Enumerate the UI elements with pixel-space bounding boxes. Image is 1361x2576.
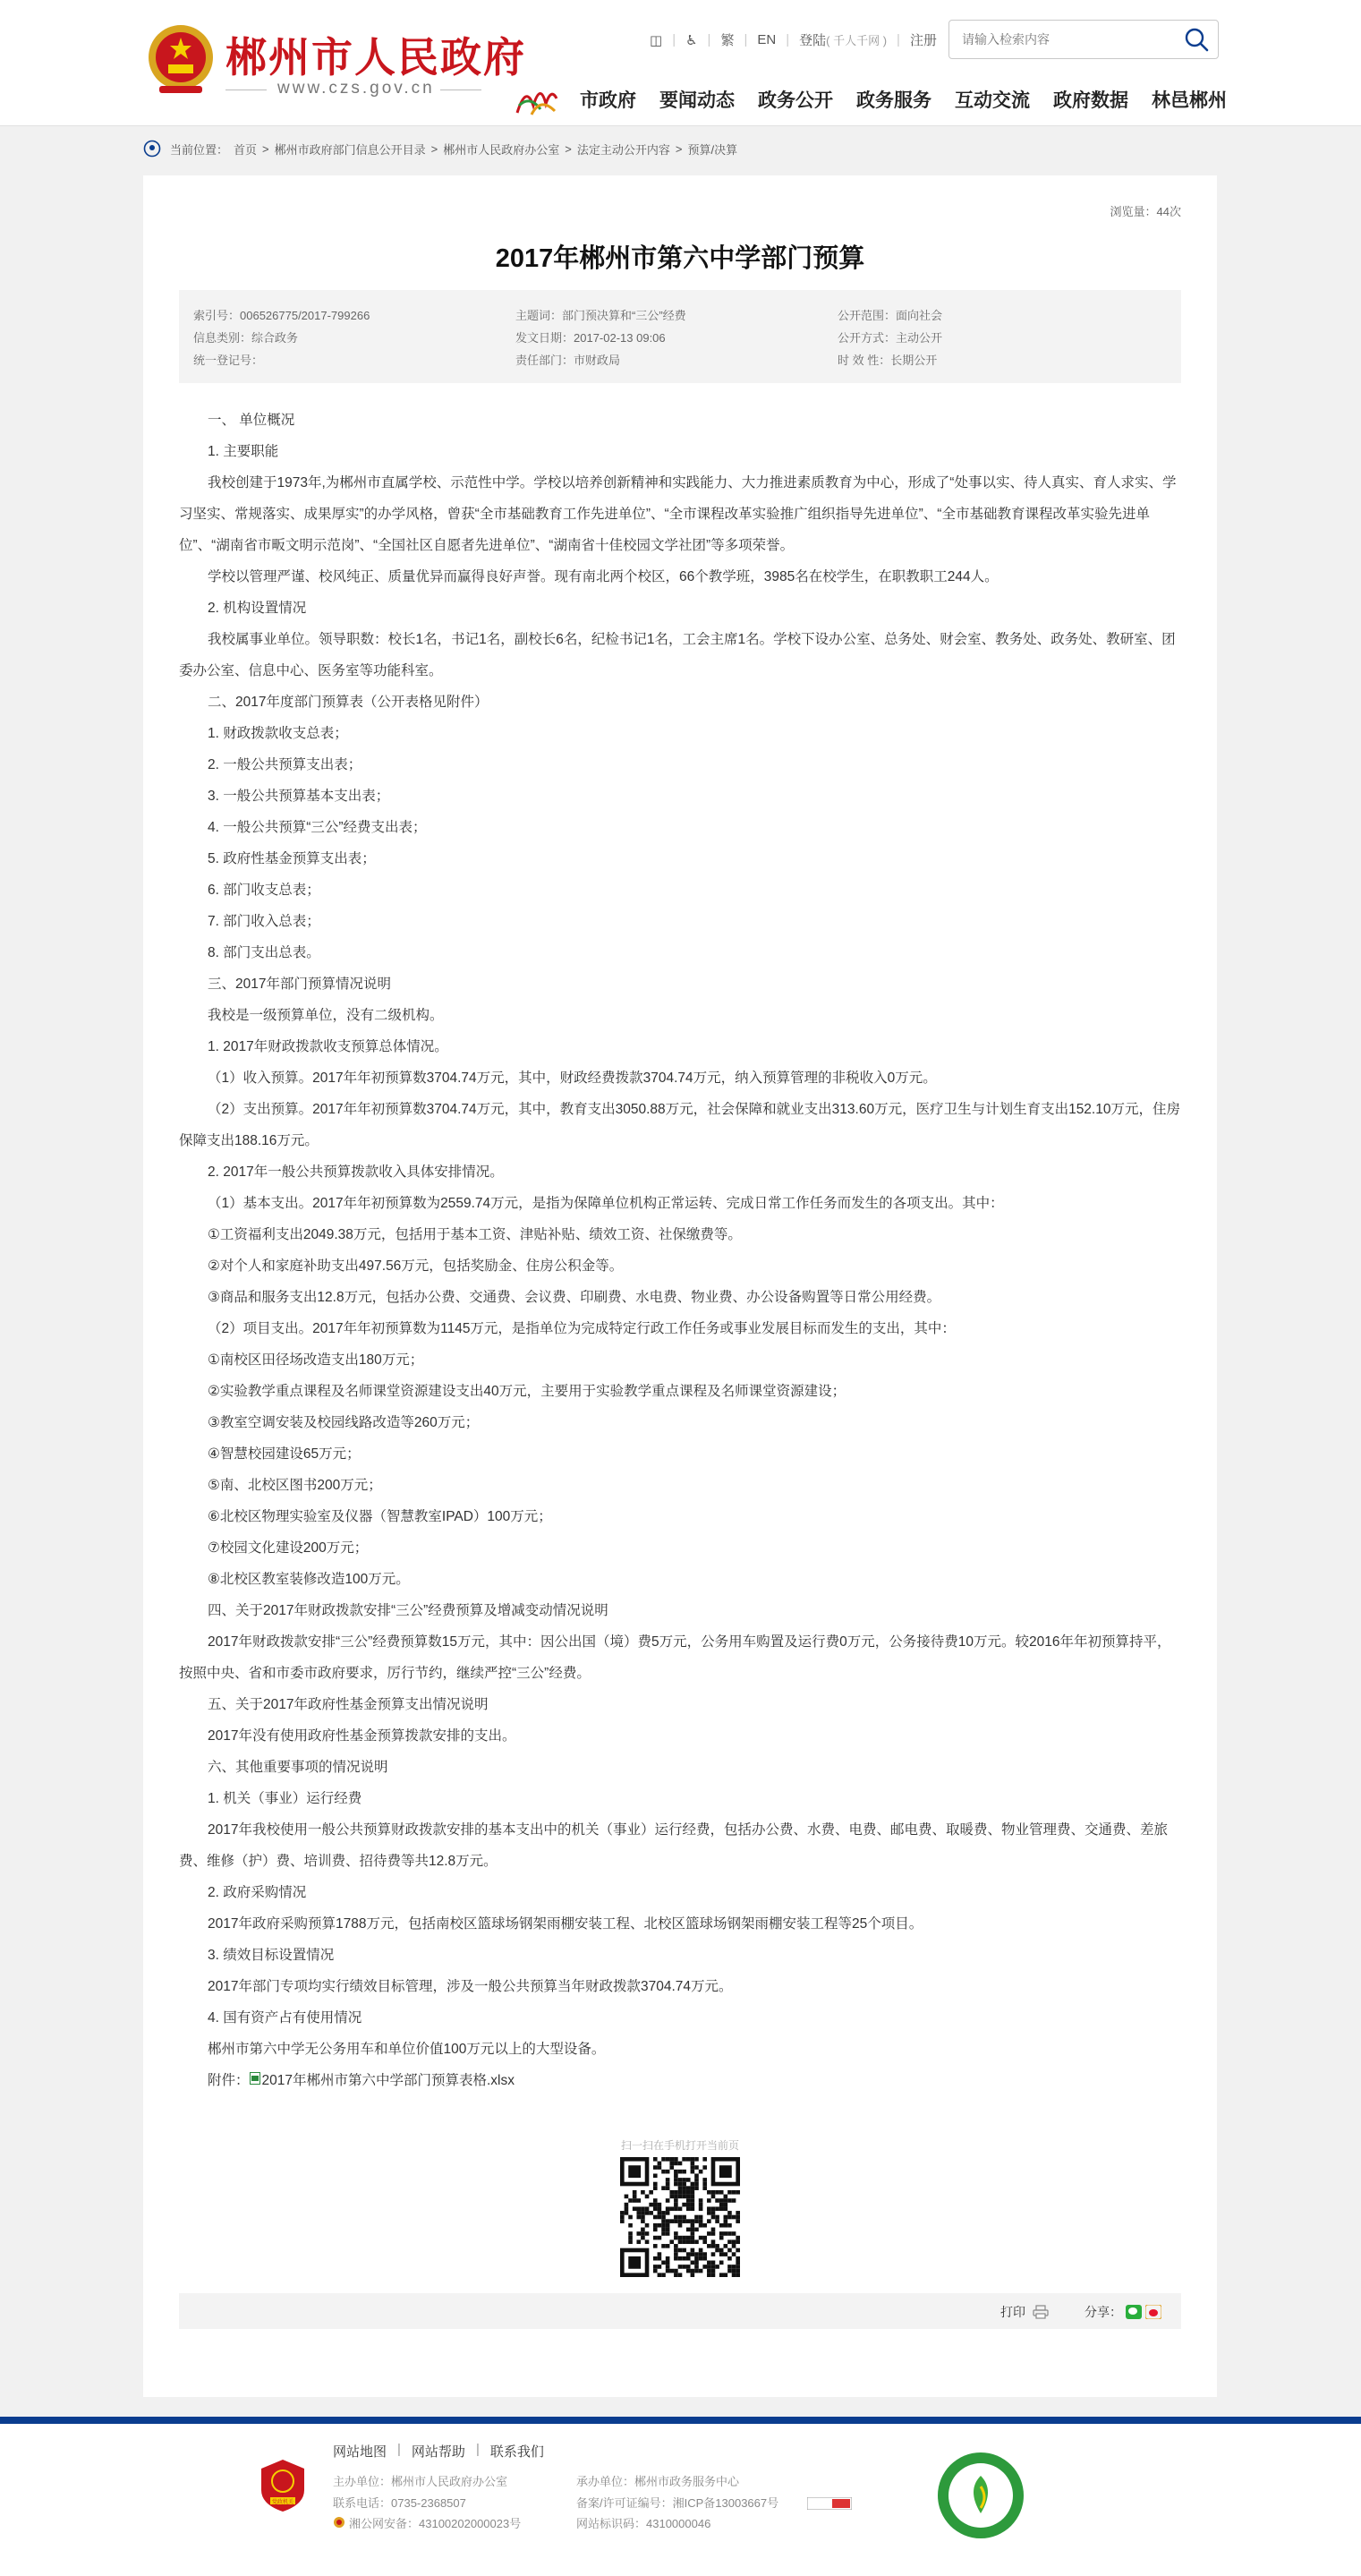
location-pin-icon <box>143 140 161 158</box>
footer-divider <box>0 2417 1361 2424</box>
article-paragraph: ⑥北校区物理实验室及仪器（智慧教室IPAD）100万元； <box>208 1509 552 1524</box>
printer-icon <box>1033 2305 1049 2319</box>
nav-item-linyi-chenzhou[interactable]: 林邑郴州 <box>1152 90 1227 111</box>
meta-scope: 公开范围：面向社会 <box>838 309 943 322</box>
view-count: 浏览量：44次 <box>1110 205 1181 218</box>
civilized-city-badge-icon[interactable] <box>936 2451 1025 2540</box>
meta-validity: 时 效 性：长期公开 <box>838 354 938 367</box>
footer-host: 主办单位：郴州市人民政府办公室 <box>333 2475 508 2488</box>
article-body <box>179 405 1181 2096</box>
footer-links: 网站地图 | 网站帮助 | 联系我们 <box>333 2442 544 2460</box>
breadcrumb-statutory[interactable]: 法定主动公开内容 <box>576 142 670 157</box>
breadcrumb-label: 当前位置： <box>170 142 229 157</box>
article-paragraph: 4. 一般公共预算“三公”经费支出表； <box>208 820 427 835</box>
article-paragraph: 3. 绩效目标设置情况 <box>208 1948 335 1963</box>
meta-date: 发文日期：2017-02-13 09:06 <box>515 331 666 345</box>
site-title[interactable]: 郴州市人民政府 <box>225 33 526 81</box>
article-paragraph: ②对个人和家庭补助支出497.56万元，包括奖励金、住房公积金等。 <box>208 1258 624 1274</box>
article-paragraph: ①南校区田径场改造支出180万元； <box>208 1352 424 1368</box>
article-paragraph: ③教室空调安装及校园线路改造等260万元； <box>208 1415 480 1430</box>
qr-label: 扫一扫在手机打开当前页 <box>620 2139 739 2152</box>
register-link[interactable]: 注册 <box>909 33 937 48</box>
article-paragraph: 2017年财政拨款安排“三公”经费预算数15万元，其中：因公出国（境）费5万元，公务用车购置及运行费0万元，公务接待费10万元。较2016年年初预算持平，按照中央、省和市委市政府要求，厉行节约，继续严控“三公”经费。 <box>179 1634 1171 1681</box>
wechat-icon[interactable] <box>1126 2305 1142 2319</box>
article-actions <box>179 2293 1181 2329</box>
nav-item-interaction[interactable]: 互动交流 <box>955 90 1030 111</box>
footer-site-code: 网站标识码：4310000046 <box>576 2517 711 2530</box>
nav-item-city-gov[interactable]: 市政府 <box>580 90 636 111</box>
login-note: ( 千人千网 ) <box>826 34 888 47</box>
site-footer <box>0 2424 1361 2576</box>
breadcrumb-info-directory[interactable]: 郴州市政府部门信息公开目录 <box>274 142 426 157</box>
article-paragraph: 我校是一级预算单位，没有二级机构。 <box>208 1008 444 1023</box>
meta-category: 信息类别：综合政务 <box>193 331 299 345</box>
article-paragraph: 学校以管理严谨、校风纯正、质量优异而赢得良好声誉。现有南北两个校区，66个教学班，3985名在校学生，在职教职工244人。 <box>208 569 999 584</box>
english-link[interactable]: EN <box>757 32 777 47</box>
meta-index-no: 索引号：006526775/2017-799266 <box>193 309 370 322</box>
article-paragraph: 3. 一般公共预算基本支出表； <box>208 789 390 804</box>
search-icon[interactable] <box>1184 27 1209 52</box>
wheelchair-icon[interactable]: ♿ <box>685 32 698 48</box>
attachment-label: 附件： <box>208 2073 250 2088</box>
article-paragraph: ⑦校园文化建设200万元； <box>208 1540 369 1556</box>
article-paragraph: 2. 一般公共预算支出表； <box>208 757 362 772</box>
article-paragraph: ⑤南、北校区图书200万元； <box>208 1478 382 1493</box>
footer-undertake: 承办单位：郴州市政务服务中心 <box>576 2475 740 2488</box>
breadcrumb-gov-office[interactable]: 郴州市人民政府办公室 <box>443 142 560 157</box>
search-input[interactable] <box>960 28 1161 51</box>
article-paragraph: 2. 2017年一般公共预算拨款收入具体安排情况。 <box>208 1164 504 1180</box>
article-paragraph: 2017年政府采购预算1788万元，包括南校区篮球场钢架雨棚安装工程、北校区篮球场钢架雨棚安装工程等25个项目。 <box>208 1916 923 1932</box>
site-url: www.czs.gov.cn <box>277 79 435 98</box>
article-paragraph: （1）基本支出。2017年年初预算数为2559.74万元，是指为保障单位机构正常运转、完成日常工作任务而发生的各项支出。其中： <box>208 1196 1004 1211</box>
share-label: 分享： <box>1085 2305 1122 2319</box>
article-paragraph: ②实验教学重点课程及名师课堂资源建设支出40万元，主要用于实验教学重点课程及名师课堂资源建设； <box>208 1384 846 1399</box>
article-paragraph: 五、关于2017年政府性基金预算支出情况说明 <box>208 1697 489 1712</box>
article-paragraph: 1. 2017年财政拨款收支预算总体情况。 <box>208 1039 448 1054</box>
breadcrumb-home[interactable]: 首页 <box>234 142 258 157</box>
print-button[interactable] <box>1000 2303 1049 2321</box>
article-paragraph: 我校属事业单位。领导职数：校长1名，书记1名，副校长6名，纪检书记1名，工会主席1名。学校下设办公室、总务处、财会室、教务处、政务处、教研室、团委办公室、信息中心、医务室等功能科室。 <box>179 632 1176 678</box>
meta-method: 公开方式：主动公开 <box>838 331 943 345</box>
article-paragraph: 四、关于2017年财政拨款安排“三公”经费预算及增减变动情况说明 <box>208 1603 608 1618</box>
footer-link-contact[interactable]: 联系我们 <box>489 2444 544 2460</box>
article-paragraph: ⑧北校区教室装修改造100万元。 <box>208 1572 410 1587</box>
article <box>143 175 1217 2397</box>
article-paragraph: 郴州市第六中学无公务用车和单位价值100万元以上的大型设备。 <box>208 2042 606 2057</box>
article-paragraph: ③商品和服务支出12.8万元，包括办公费、交通费、会议费、印刷费、水电费、物业费、办公设备购置等日常公用经费。 <box>208 1290 941 1305</box>
attachment-link[interactable]: 2017年郴州市第六中学部门预算表格.xlsx <box>261 2073 515 2088</box>
attachment-line <box>179 2065 1181 2096</box>
footer-link-sitemap[interactable]: 网站地图 <box>333 2444 387 2460</box>
article-paragraph: ①工资福利支出2049.38万元，包括用于基本工资、津贴补贴、绩效工资、社保缴费等。 <box>208 1227 742 1242</box>
article-paragraph: 一、 单位概况 <box>208 413 295 428</box>
article-meta <box>179 290 1181 383</box>
article-paragraph: 5. 政府性基金预算支出表； <box>208 851 376 866</box>
meta-reg-no: 统一登记号： <box>193 354 264 367</box>
search-box <box>948 20 1219 59</box>
article-paragraph: 4. 国有资产占有使用情况 <box>208 2010 362 2026</box>
city-logo-icon <box>514 79 560 118</box>
national-emblem-icon <box>147 21 215 97</box>
site-header <box>0 0 1361 126</box>
nav-item-gov-data[interactable]: 政府数据 <box>1053 90 1128 111</box>
article-paragraph: 2017年我校使用一般公共预算财政拨款安排的基本支出中的机关（事业）运行经费，包括办公费、水费、电费、邮电费、取暖费、物业管理费、交通费、差旅费、维修（护）费、培训费、招待费等共12.8万元。 <box>179 1822 1168 1869</box>
breadcrumb-separator: > <box>430 141 438 156</box>
article-paragraph: 六、其他重要事项的情况说明 <box>208 1760 388 1775</box>
main-nav <box>580 86 1250 113</box>
article-paragraph: 2. 机构设置情况 <box>208 601 307 616</box>
footer-security[interactable]: 湘公网安备：43100202000023号 <box>349 2517 522 2530</box>
traditional-chinese-link[interactable]: 繁 <box>720 33 735 48</box>
article-paragraph: 2017年没有使用政府性基金预算拨款安排的支出。 <box>208 1728 516 1744</box>
excel-file-icon <box>250 2072 260 2085</box>
party-gov-badge-icon[interactable] <box>259 2458 306 2513</box>
footer-phone: 联系电话：0735-2368507 <box>333 2496 466 2510</box>
article-paragraph: （2）支出预算。2017年年初预算数3704.74万元，其中，教育支出3050.88万元，社会保障和就业支出313.60万元，医疗卫生与计划生育支出152.10万元，住房保障支出188.16万元。 <box>179 1102 1180 1148</box>
nav-item-news[interactable]: 要闻动态 <box>659 90 735 111</box>
meta-subject: 主题词：部门预决算和“三公”经费 <box>515 309 686 322</box>
article-paragraph: 8. 部门支出总表。 <box>208 945 320 960</box>
article-paragraph: （1）收入预算。2017年年初预算数3704.74万元，其中，财政经费拨款3704.74万元，纳入预算管理的非税收入0万元。 <box>208 1070 937 1086</box>
article-paragraph: 二、2017年度部门预算表（公开表格见附件） <box>208 695 489 710</box>
article-paragraph: 7. 部门收入总表； <box>208 914 320 929</box>
police-badge-icon <box>333 2516 345 2529</box>
nav-item-gov-affairs[interactable]: 政务公开 <box>758 90 833 111</box>
article-paragraph: ④智慧校园建设65万元； <box>208 1446 361 1462</box>
meta-dept: 责任部门：市财政局 <box>515 354 621 367</box>
nav-item-gov-services[interactable]: 政务服务 <box>856 90 931 111</box>
top-links: ◫ | ♿ | 繁 | EN | 登陆 ( 千人千网 ) | 注册 <box>650 32 937 48</box>
accessibility-icon[interactable]: ◫ <box>650 32 663 48</box>
article-paragraph: 6. 部门收支总表； <box>208 883 320 898</box>
weibo-icon[interactable] <box>1145 2305 1161 2319</box>
article-title: 2017年郴州市第六中学部门预算 <box>495 244 865 273</box>
footer-icp[interactable]: 备案/许可证编号：湘ICP备13003667号 <box>576 2496 779 2510</box>
login-link[interactable]: 登陆 <box>799 33 827 48</box>
article-paragraph: （2）项目支出。2017年年初预算数为1145万元，是指单位为完成特定行政工作任务或事业发展目标而发生的支出，其中： <box>208 1321 956 1336</box>
badge-text: 党政机关 <box>271 2499 294 2505</box>
article-paragraph: 三、2017年部门预算情况说明 <box>208 977 391 992</box>
article-paragraph: 我校创建于1973年,为郴州市直属学校、示范性中学。学校以培养创新精神和实践能力、大力推进素质教育为中心，形成了“处事以实、待人真实、育人求实、学习坚实、常规落实、成果厚实”的办学风格，曾获“全市基础教育工作先进单位”、“全市课程改革实验推广组织指导先进单位”、“全市基础教育课程改革实验先进单位”、“湖南省市畈文明示范岗”、“全国社区自愿者先进单位”、“湖南省十佳校园文学社团”等多项荣誉。 <box>179 475 1177 553</box>
breadcrumb-separator: > <box>675 141 683 156</box>
print-label: 打印 <box>1000 2305 1025 2319</box>
share-group <box>1085 2303 1161 2321</box>
cnzz-icon[interactable] <box>807 2497 852 2510</box>
footer-link-help[interactable]: 网站帮助 <box>411 2444 465 2460</box>
article-paragraph: 2017年部门专项均实行绩效目标管理，涉及一般公共预算当年财政拨款3704.74万元。 <box>208 1979 733 1994</box>
breadcrumb-budget[interactable]: 预算/决算 <box>687 142 738 157</box>
breadcrumb-separator: > <box>262 141 269 156</box>
article-paragraph: 1. 机关（事业）运行经费 <box>208 1791 362 1806</box>
breadcrumb <box>143 140 743 158</box>
article-paragraph: 2. 政府采购情况 <box>208 1885 307 1900</box>
article-paragraph: 1. 财政拨款收支总表； <box>208 726 348 741</box>
qr-code-icon <box>620 2157 740 2277</box>
breadcrumb-separator: > <box>565 141 572 156</box>
article-paragraph: 1. 主要职能 <box>208 444 279 459</box>
